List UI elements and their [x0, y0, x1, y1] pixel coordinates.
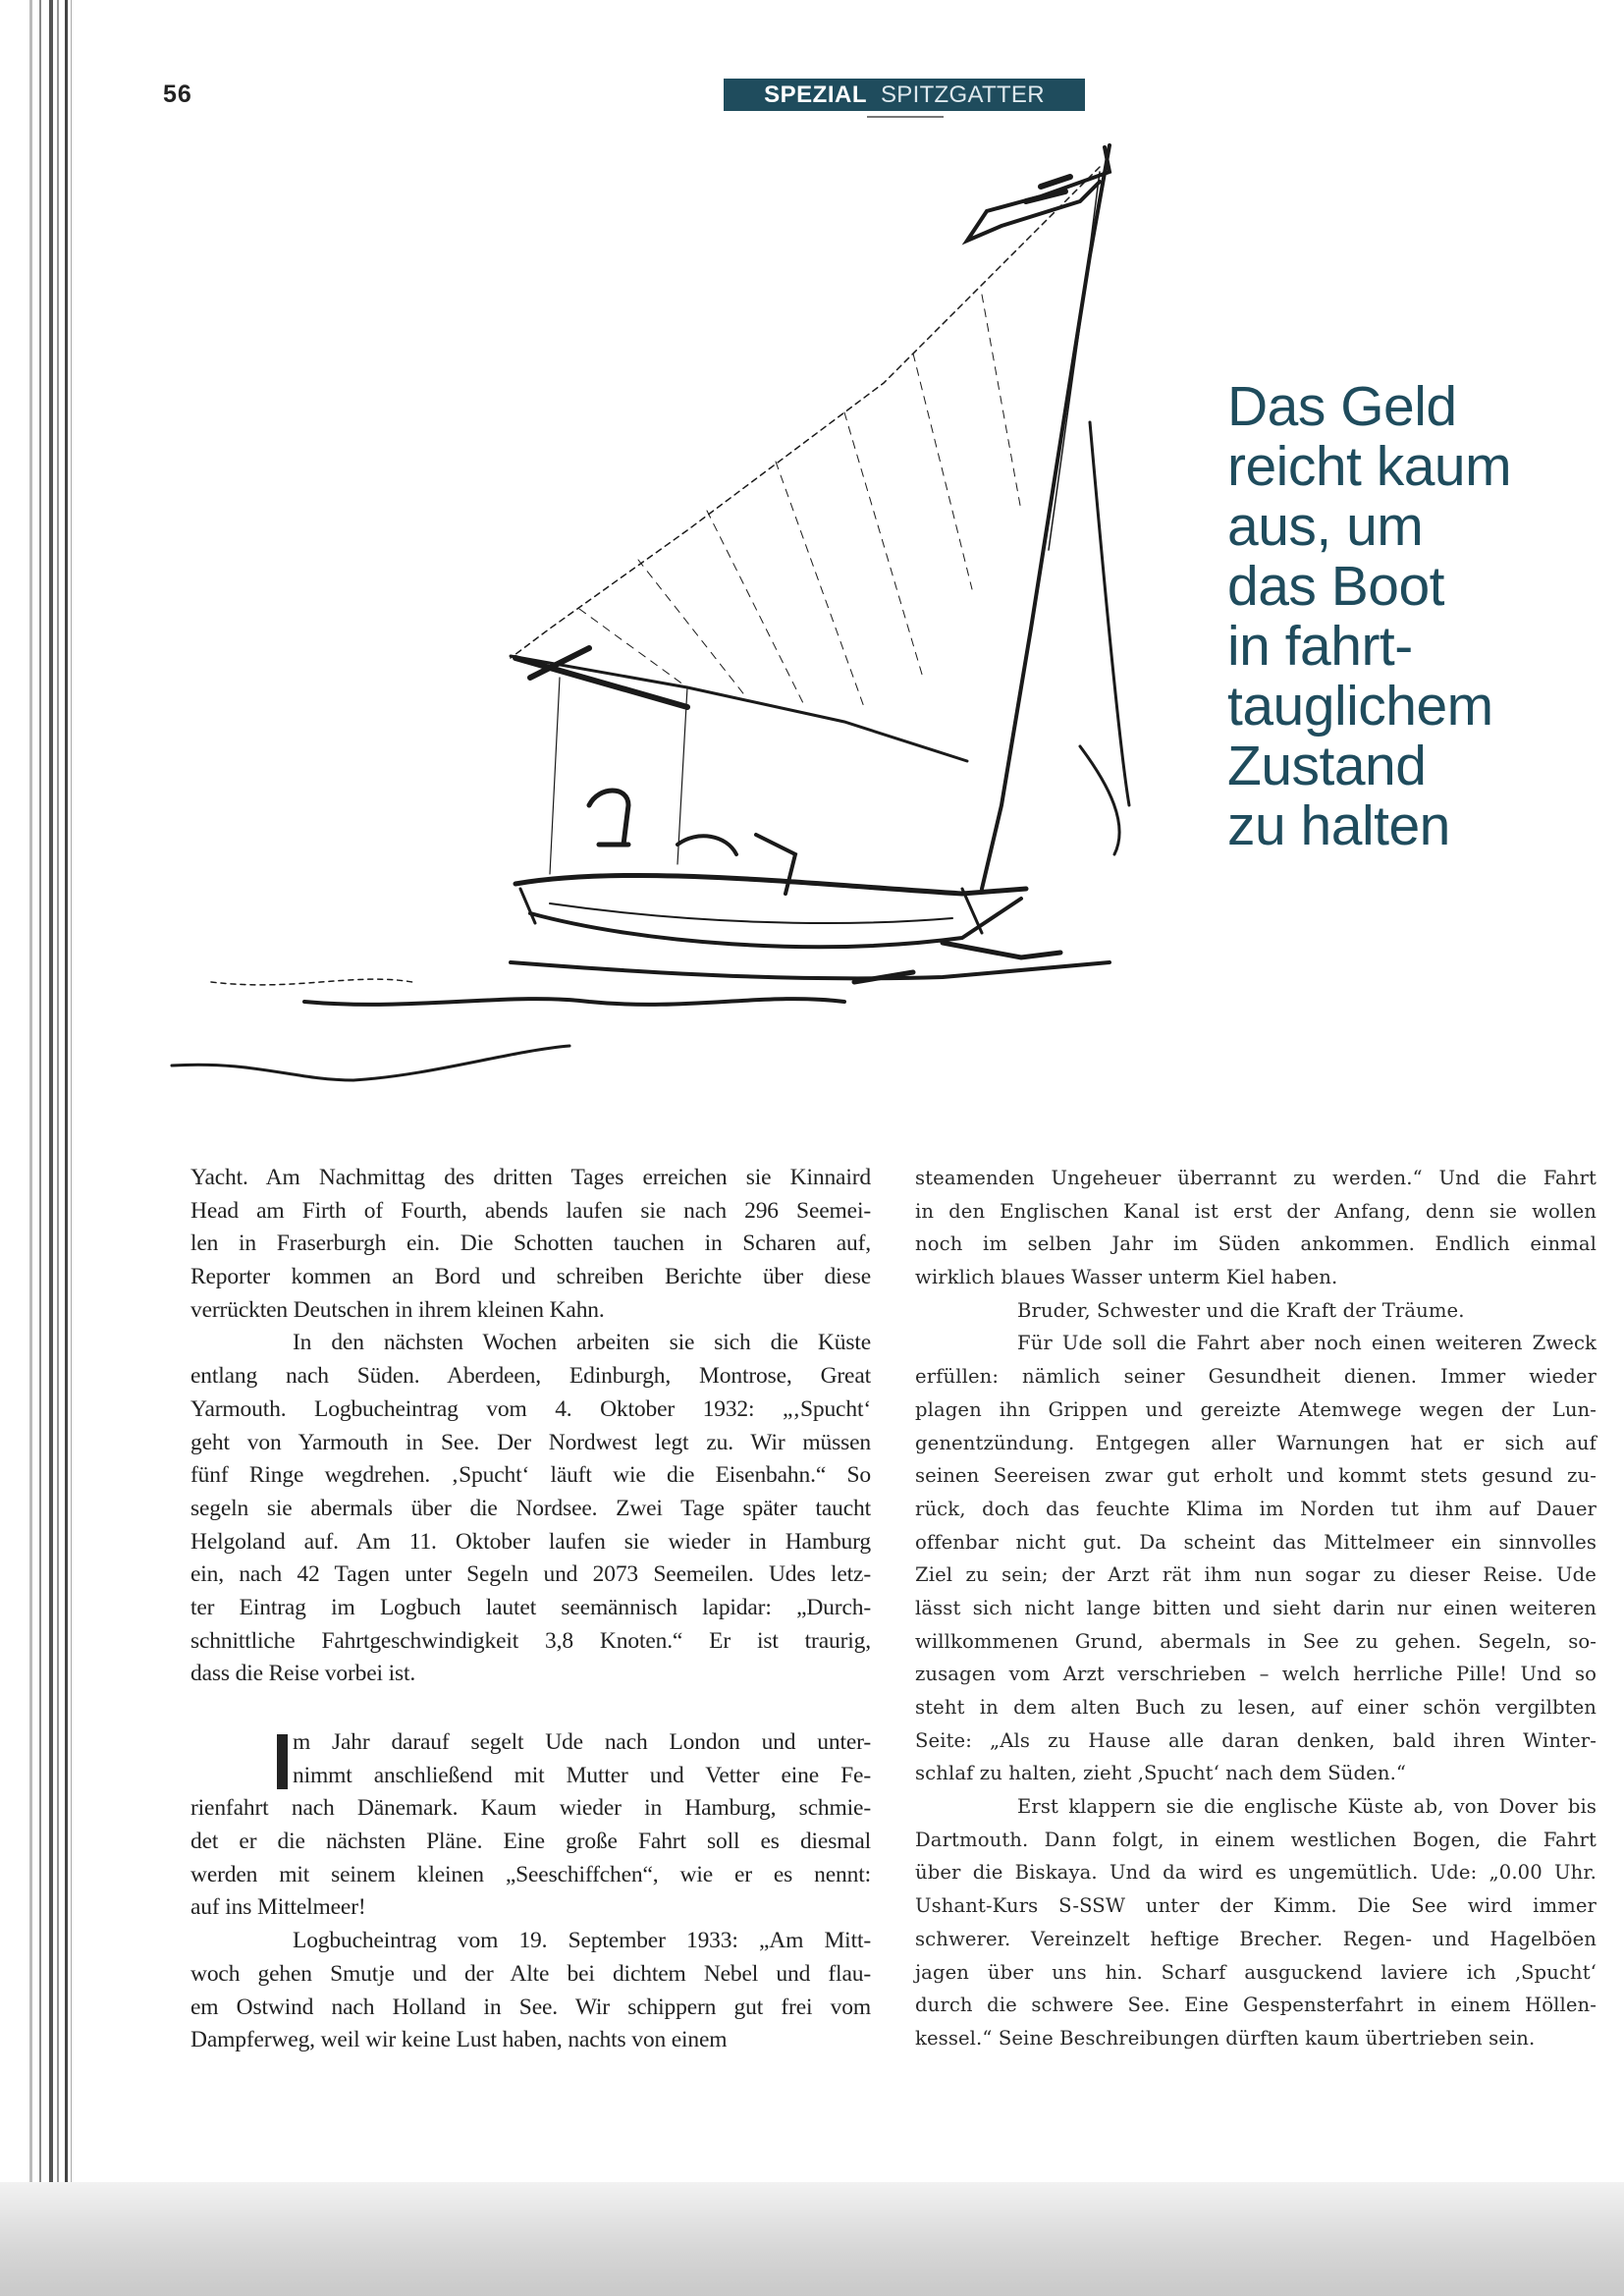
text-line: m Jahr darauf segelt Ude nach London und unter- [293, 1729, 871, 1755]
text-line: plagen ihn Grippen und gereizte Atemwege wegen der Lun- [915, 1397, 1597, 1421]
pull-quote-line: tauglichem [1227, 675, 1493, 738]
text-line: in den Englischen Kanal ist erst der Anfang, denn sie wollen [915, 1199, 1597, 1223]
text-line: steht in dem alten Buch zu lesen, auf einer schön vergilbten [915, 1696, 1597, 1719]
text-line: Yarmouth. Logbucheintrag vom 4. Oktober 1932: „‚Spucht‘ [190, 1395, 871, 1422]
text-line: zusagen vom Arzt verschrieben – welch herrliche Pille! Und so [915, 1663, 1597, 1686]
pull-quote [1227, 377, 1511, 856]
scan-shadow [0, 2182, 1624, 2296]
sailboat-sketch-icon [172, 145, 1129, 1080]
text-line-wrapper [190, 1726, 871, 1760]
text-line: Erst klappern sie die englische Küste ab, von Dover bis [1017, 1795, 1597, 1819]
text-line: steamenden Ungeheuer überrannt zu werden.“ Und die Fahrt [915, 1167, 1597, 1189]
pull-quote-line: Zustand [1227, 735, 1427, 797]
text-line: Head am Firth of Fourth, abends laufen sie nach 296 Seemei- [190, 1197, 871, 1224]
paragraph [915, 1790, 1597, 2055]
text-line: genentzündung. Entgegen aller Warnungen hat er sich auf [915, 1431, 1597, 1454]
text-line: seinen Seereisen zwar gut erholt und kommt stets gesund zu- [915, 1464, 1597, 1488]
text-line: wirklich blaues Wasser unterm Kiel haben. [915, 1266, 1338, 1289]
text-line: geht von Yarmouth in See. Der Nordwest legt zu. Wir müssen [190, 1429, 871, 1455]
text-line: fünf Ringe wegdrehen. ‚Spucht‘ läuft wie die Eisenbahn.“ So [190, 1462, 871, 1489]
text-line: Seite: „Als zu Hause alle daran denken, bald ihren Winter- [915, 1728, 1597, 1752]
text-line: Helgoland auf. Am 11. Oktober laufen sie wieder in Hamburg [190, 1528, 871, 1555]
text-line: Bruder, Schwester und die Kraft der Träume. [1017, 1298, 1465, 1322]
text-line: em Ostwind nach Holland in See. Wir schippern gut frei vom [190, 1994, 871, 2020]
drop-cap [277, 1734, 288, 1789]
text-line: schnittliche Fahrtgeschwindigkeit 3,8 Knoten.“ Er ist traurig, [190, 1627, 871, 1654]
article-left-column [190, 1162, 871, 2057]
text-line: kessel.“ Seine Beschreibungen dürften kaum übertrieben sein. [915, 2026, 1536, 2050]
pull-quote-line: Das Geld [1227, 375, 1457, 438]
pull-quote-line: das Boot [1227, 555, 1444, 618]
article-right-column [915, 1162, 1597, 2055]
text-line: entlang nach Süden. Aberdeen, Edinburgh, Montrose, Great [190, 1363, 871, 1390]
text-line: über die Biskaya. Und da wird es ungemütlich. Ude: „0.00 Uhr. [915, 1861, 1597, 1885]
text-line: dass die Reise vorbei ist. [190, 1661, 416, 1687]
pull-quote-line: zu halten [1227, 794, 1450, 857]
text-line: erfüllen: nämlich seiner Gesundheit dienen. Immer wieder [915, 1365, 1597, 1389]
text-line: Reporter kommen an Bord und schreiben Berichte über diese [190, 1264, 871, 1290]
section-label: SPEZIAL [764, 81, 867, 108]
text-line: nimmt anschließend mit Mutter und Vetter eine Fe- [293, 1762, 871, 1788]
text-line: schlaf zu halten, zieht ‚Spucht‘ nach dem Süden.“ [915, 1762, 1407, 1785]
text-line: jagen über uns hin. Scharf ausguckend laviere ich ‚Spucht‘ [915, 1960, 1597, 1984]
paragraph [915, 1162, 1597, 1294]
text-line: lässt sich nicht lange bitten und sieht darin nur einen weiteren [915, 1596, 1597, 1619]
text-line: det er die nächsten Pläne. Eine große Fahrt soll es diesmal [190, 1829, 871, 1855]
text-line: len in Fraserburgh ein. Die Schotten tauchen in Scharen auf, [190, 1230, 871, 1257]
text-line: willkommenen Grund, abermals in See zu gehen. Segeln, so- [915, 1629, 1597, 1653]
text-line: verrückten Deutschen in ihrem kleinen Kahn. [190, 1296, 605, 1323]
text-line: ein, nach 42 Tagen unter Segeln und 2073 Seemeilen. Udes letz- [190, 1561, 871, 1588]
paragraph [190, 1726, 871, 1925]
text-line: durch die schwere See. Eine Gespensterfahrt in einem Höllen- [915, 1994, 1597, 2017]
text-line: auf ins Mittelmeer! [190, 1894, 366, 1921]
pull-quote-line: in fahrt- [1227, 615, 1413, 678]
paragraph [190, 1327, 871, 1691]
text-line: rück, doch das feuchte Klima im Norden tut ihm auf Dauer [915, 1497, 1597, 1520]
paragraph [190, 1925, 871, 2057]
paragraph [915, 1327, 1597, 1790]
text-line: Dartmouth. Dann folgt, in einem westlichen Bogen, die Fahrt [915, 1828, 1597, 1851]
text-line: Logbucheintrag vom 19. September 1933: „Am Mitt- [293, 1928, 871, 1954]
text-line: In den nächsten Wochen arbeiten sie sich die Küste [293, 1330, 871, 1356]
text-line: rienfahrt nach Dänemark. Kaum wieder in Hamburg, schmie- [190, 1795, 871, 1822]
text-line: werden mit seinem kleinen „Seeschiffchen“, wie er es nennt: [190, 1861, 871, 1887]
text-line: offenbar nicht gut. Da scheint das Mittelmeer ein sinnvolles [915, 1530, 1597, 1554]
pull-quote-line: reicht kaum [1227, 435, 1512, 498]
text-line: ter Eintrag im Logbuch lautet seemännisch lapidar: „Durch- [190, 1594, 871, 1620]
text-line: Ziel zu sein; der Arzt rät ihm nun sogar zu dieser Reise. Ude [915, 1563, 1597, 1587]
paragraph [190, 1162, 871, 1327]
text-line: Yacht. Am Nachmittag des dritten Tages erreichen sie Kinnaird [190, 1165, 871, 1190]
topic-label: SPITZGATTER [880, 81, 1045, 108]
text-line: Dampferweg, weil wir keine Lust haben, nachts von einem [190, 2027, 728, 2053]
text-line: noch im selben Jahr im Süden ankommen. Endlich einmal [915, 1232, 1597, 1256]
text-line: schwerer. Vereinzelt heftige Brecher. Regen- und Hagelböen [915, 1927, 1597, 1950]
pull-quote-line: aus, um [1227, 495, 1424, 558]
paragraph [915, 1294, 1597, 1328]
text-line: Ushant-Kurs S-SSW unter der Kimm. Die See wird immer [915, 1894, 1597, 1918]
text-line: woch gehen Smutje und der Alte bei dichtem Nebel und flau- [190, 1960, 871, 1987]
text-line: Für Ude soll die Fahrt aber noch einen weiteren Zweck [1017, 1332, 1597, 1355]
text-line: segeln sie abermals über die Nordsee. Zwei Tage später taucht [190, 1495, 871, 1521]
page-number: 56 [163, 81, 192, 108]
